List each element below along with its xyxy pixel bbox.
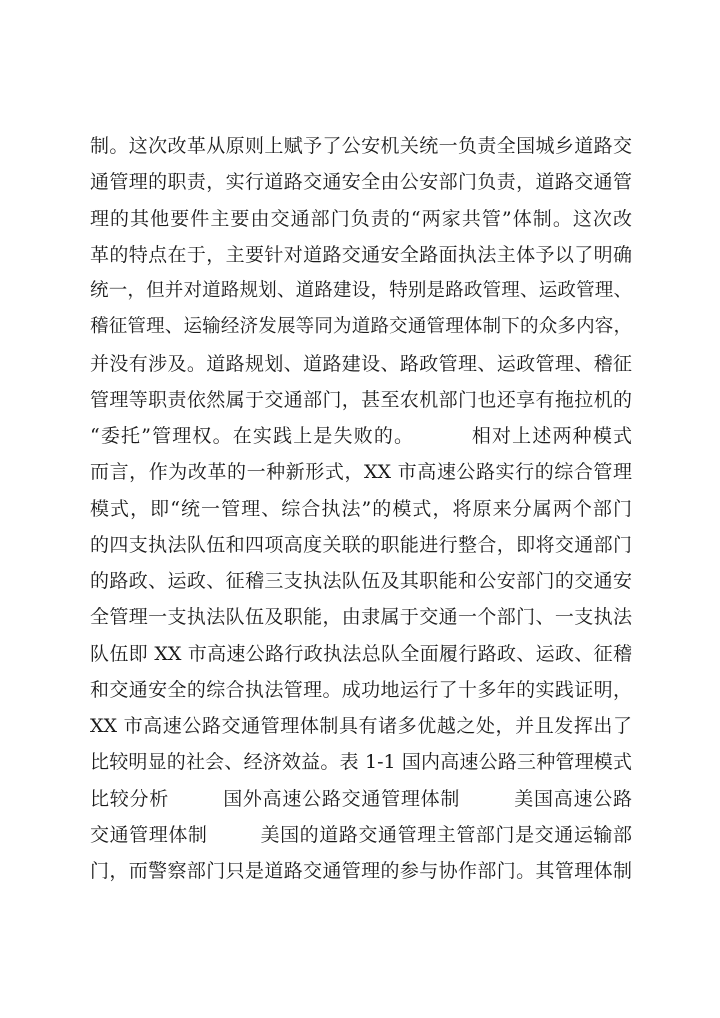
text-line: 制。这次改革从原则上赋予了公安机关统一负责全国城乡道路交 (90, 135, 632, 157)
text-line: 和交通安全的综合执法管理。成功地运行了十多年的实践证明， (90, 678, 632, 701)
text-line: 交通管理体制 美国的道路交通管理主管部门是交通运输部 (90, 823, 632, 846)
text-line: 统一，但并对道路规划、道路建设，特别是路政管理、运政管理、 (90, 280, 632, 301)
body-text (90, 128, 632, 889)
text-line: 革的特点在于，主要针对道路交通安全路面执法主体予以了明确 (90, 243, 632, 266)
text-line: 理的其他要件主要由交通部门负责的“两家共管”体制。这次改 (90, 207, 632, 230)
text-line: 模式，即“统一管理、综合执法”的模式，将原来分属两个部门 (90, 497, 632, 520)
text-line: XX 市高速公路交通管理体制具有诸多优越之处，并且发挥出了 (90, 715, 632, 737)
text-line: 全管理一支执法队伍及职能，由隶属于交通一个部门、一支执法 (90, 606, 632, 629)
text-line: 并没有涉及。道路规划、道路建设、路政管理、运政管理、稽征 (90, 352, 632, 375)
text-line: 队伍即 XX 市高速公路行政执法总队全面履行路政、运政、征稽 (90, 642, 632, 665)
text-line: 通管理的职责，实行道路交通安全由公安部门负责，道路交通管 (90, 171, 632, 194)
text-line: 比较明显的社会、经济效益。表 1-1 国内高速公路三种管理模式 (90, 751, 632, 774)
text-line: 比较分析 国外高速公路交通管理体制 美国高速公路 (90, 787, 632, 810)
text-line: 门，而警察部门只是道路交通管理的参与协作部门。其管理体制 (90, 860, 632, 882)
text-line: 管理等职责依然属于交通部门，甚至农机部门也还享有拖拉机的 (90, 388, 632, 411)
text-line: “委托”管理权。在实践上是失败的。 相对上述两种模式 (90, 425, 632, 447)
text-line: 的四支执法队伍和四项高度关联的职能进行整合，即将交通部门 (90, 533, 632, 556)
text-line: 稽征管理、运输经济发展等同为道路交通管理体制下的众多内容， (90, 316, 632, 338)
text-line: 而言，作为改革的一种新形式，XX 市高速公路实行的综合管理 (90, 461, 632, 484)
text-line: 的路政、运政、征稽三支执法队伍及其职能和公安部门的交通安 (90, 570, 632, 592)
